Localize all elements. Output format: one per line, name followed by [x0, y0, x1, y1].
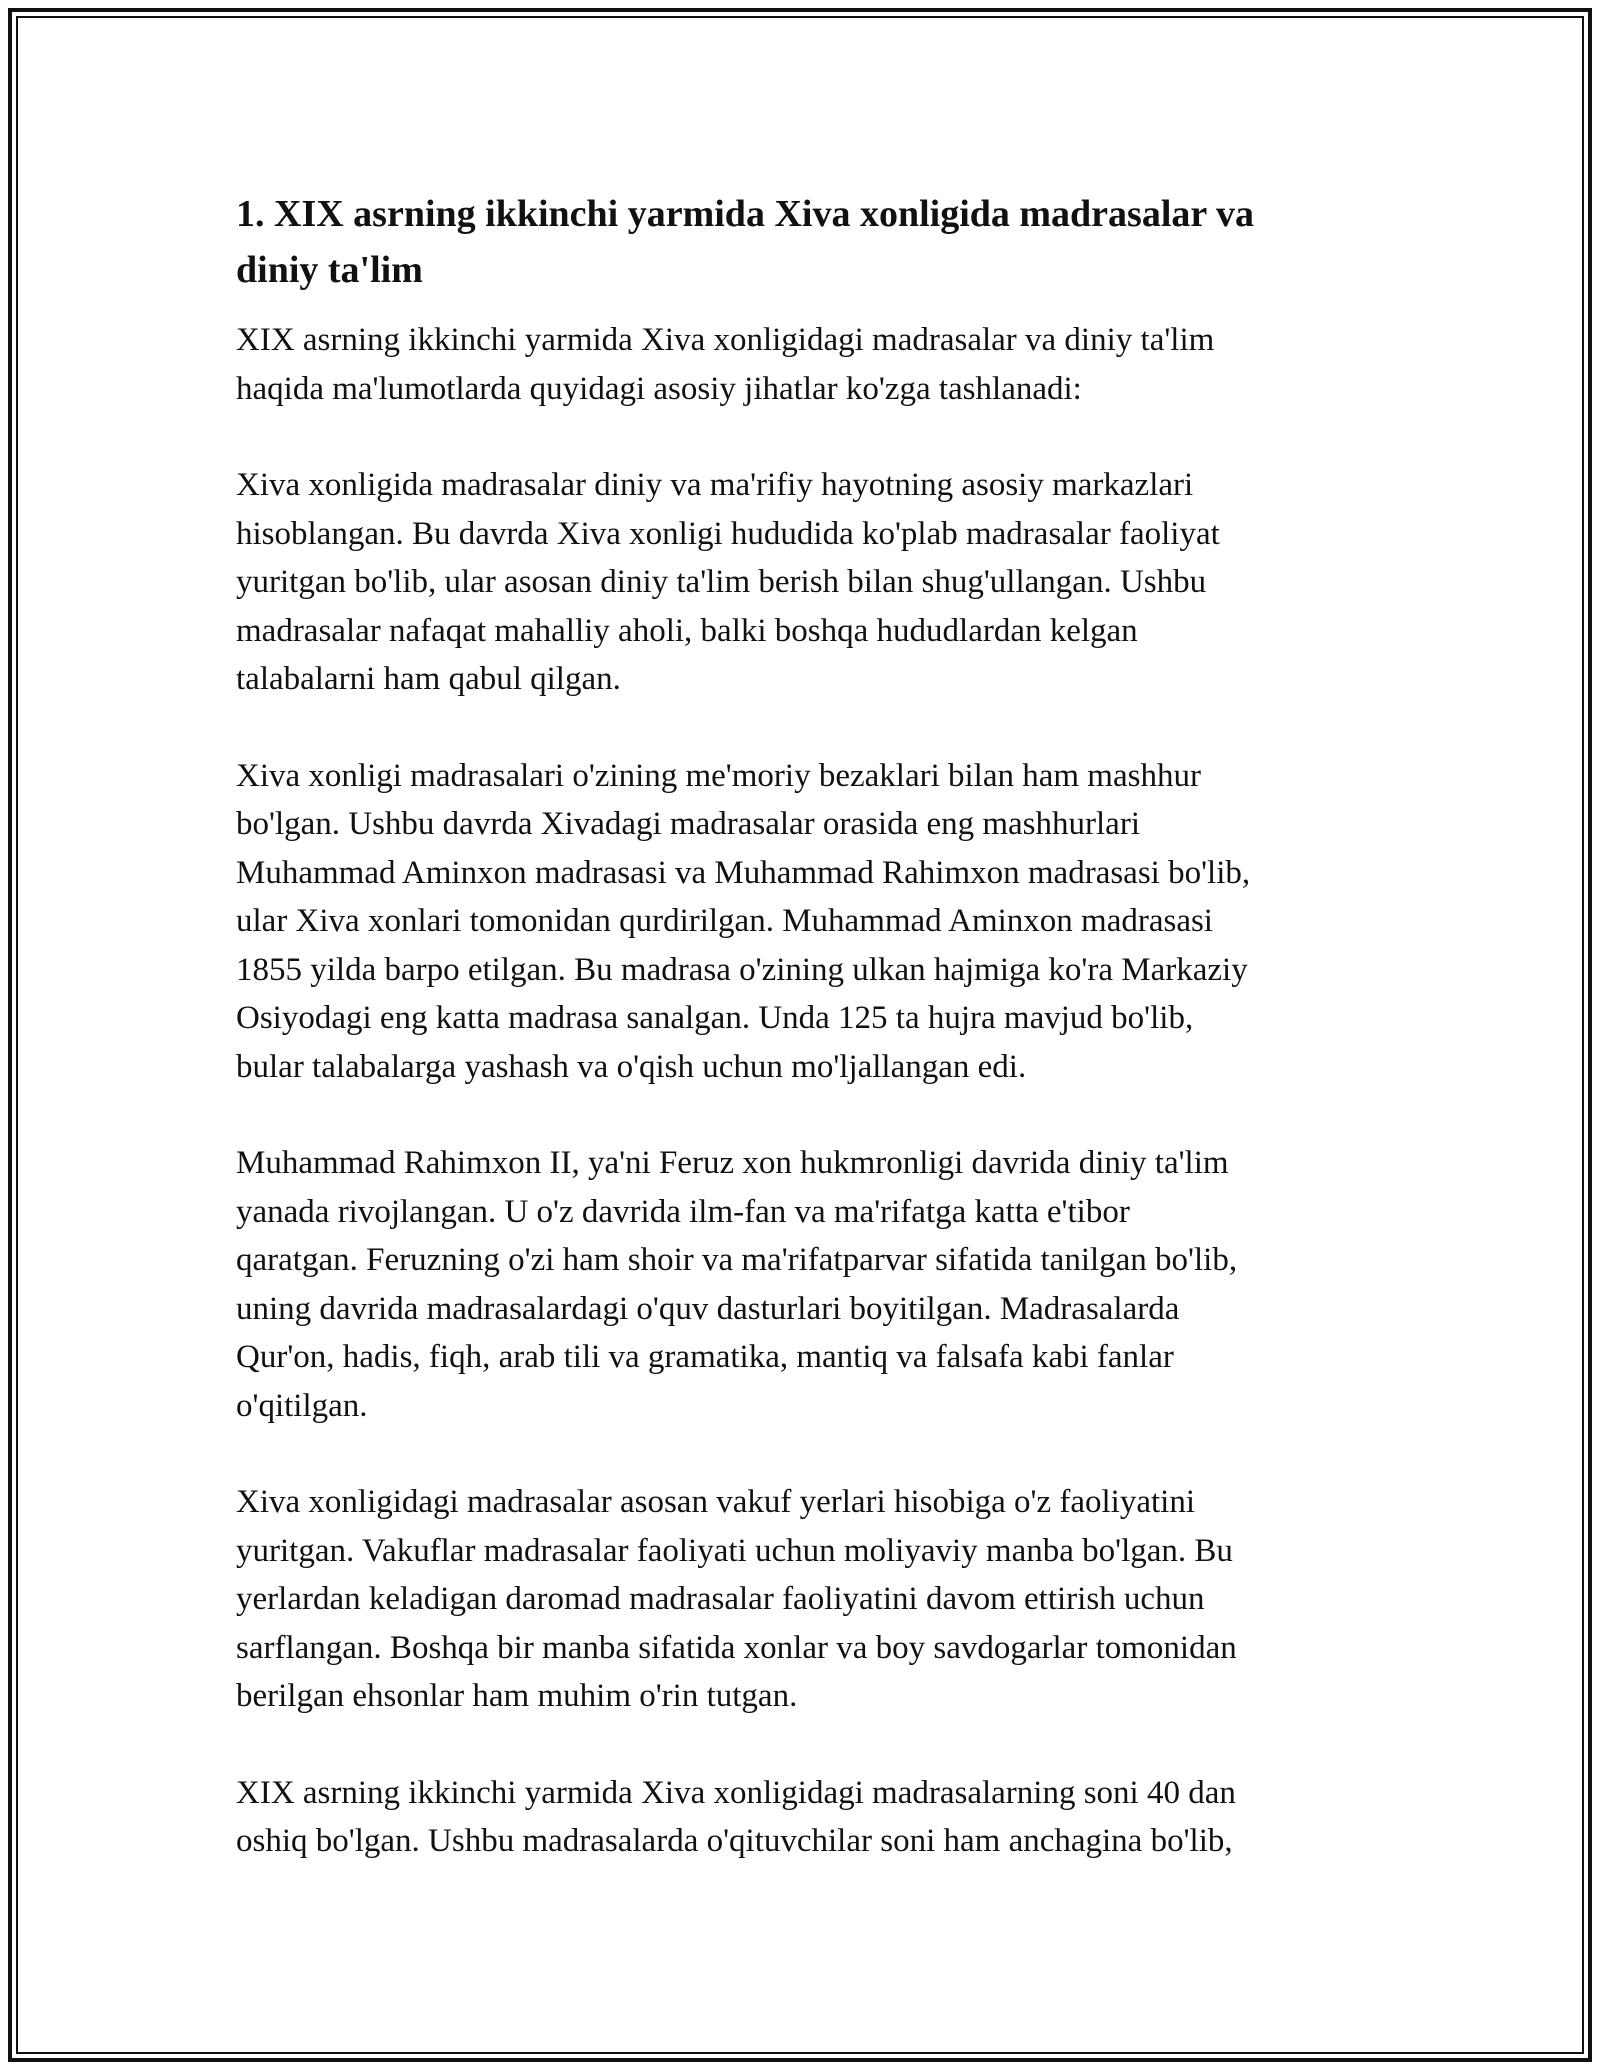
paragraph-vakuf-funding: Xiva xonligidagi madrasalar asosan vakuf yerlari hisobiga o'z faoliyatini yuritgan. Vakuflar madrasalar faoliyati uchun moliyaviy manba bo'lgan. Bu yerlardan keladigan daromad madrasalar faoliyatini davom ettirish uchun sarflangan. Boshqa bir manba sifatida xonlar va boy savdogarlar tomonidan berilgan ehsonlar ham muhim o'rin tutgan.: [236, 1484, 1237, 1714]
paragraph-intro: XIX asrning ikkinchi yarmida Xiva xonligidagi madrasalar va diniy ta'lim haqida ma'lumotlarda quyidagi asosiy jihatlar ko'zga tashlanadi:: [236, 322, 1215, 407]
section-heading: 1. XIX asrning ikkinchi yarmida Xiva xonligida madrasalar va diniy ta'lim: [236, 193, 1255, 291]
paragraph-feruz-era: Muhammad Rahimxon II, ya'ni Feruz xon hukmronligi davrida diniy ta'lim yanada rivojlangan. U o'z davrida ilm-fan va ma'rifatga katta e'tibor qaratgan. Feruzning o'zi ham shoir va ma'rifatparvar sifatida tanilgan bo'lib, uning davrida madrasalardagi o'quv dasturlari boyitilgan. Madrasalarda Qur'on, hadis, fiqh, arab tili va gramatika, mantiq va falsafa kabi fanlar o'qitilgan.: [236, 1145, 1238, 1424]
paragraph-madrasa-count: XIX asrning ikkinchi yarmida Xiva xonligidagi madrasalarning soni 40 dan oshiq bo'lgan. Ushbu madrasalarda o'qituvchilar soni ham anchagina bo'lib,: [236, 1774, 1236, 1859]
paragraph-madrasa-centers: Xiva xonligida madrasalar diniy va ma'rifiy hayotning asosiy markazlari hisoblangan. Bu davrda Xiva xonligi hududida ko'plab madrasalar faoliyat yuritgan bo'lib, ular asosan diniy ta'lim berish bilan shug'ullangan. Ushbu madrasalar nafaqat mahalliy aholi, balki boshqa hududlardan kelgan talabalarni ham qabul qilgan.: [236, 467, 1220, 697]
paragraph-architecture: Xiva xonligi madrasalari o'zining me'moriy bezaklari bilan ham mashhur bo'lgan. Ushbu davrda Xivadagi madrasalar orasida eng mashhurlari Muhammad Aminxon madrasasi va Muhammad Rahimxon madrasasi bo'lib, ular Xiva xonlari tomonidan qurdirilgan. Muhammad Aminxon madrasasi 1855 yilda barpo etilgan. Bu madrasa o'zining ulkan hajmiga ko'ra Markaziy Osiyodagi eng katta madrasa sanalgan. Unda 125 ta hujra mavjud bo'lib, bular talabalarga yashash va o'qish uchun mo'ljallangan edi.: [236, 757, 1251, 1085]
document-body: [236, 186, 1376, 1866]
